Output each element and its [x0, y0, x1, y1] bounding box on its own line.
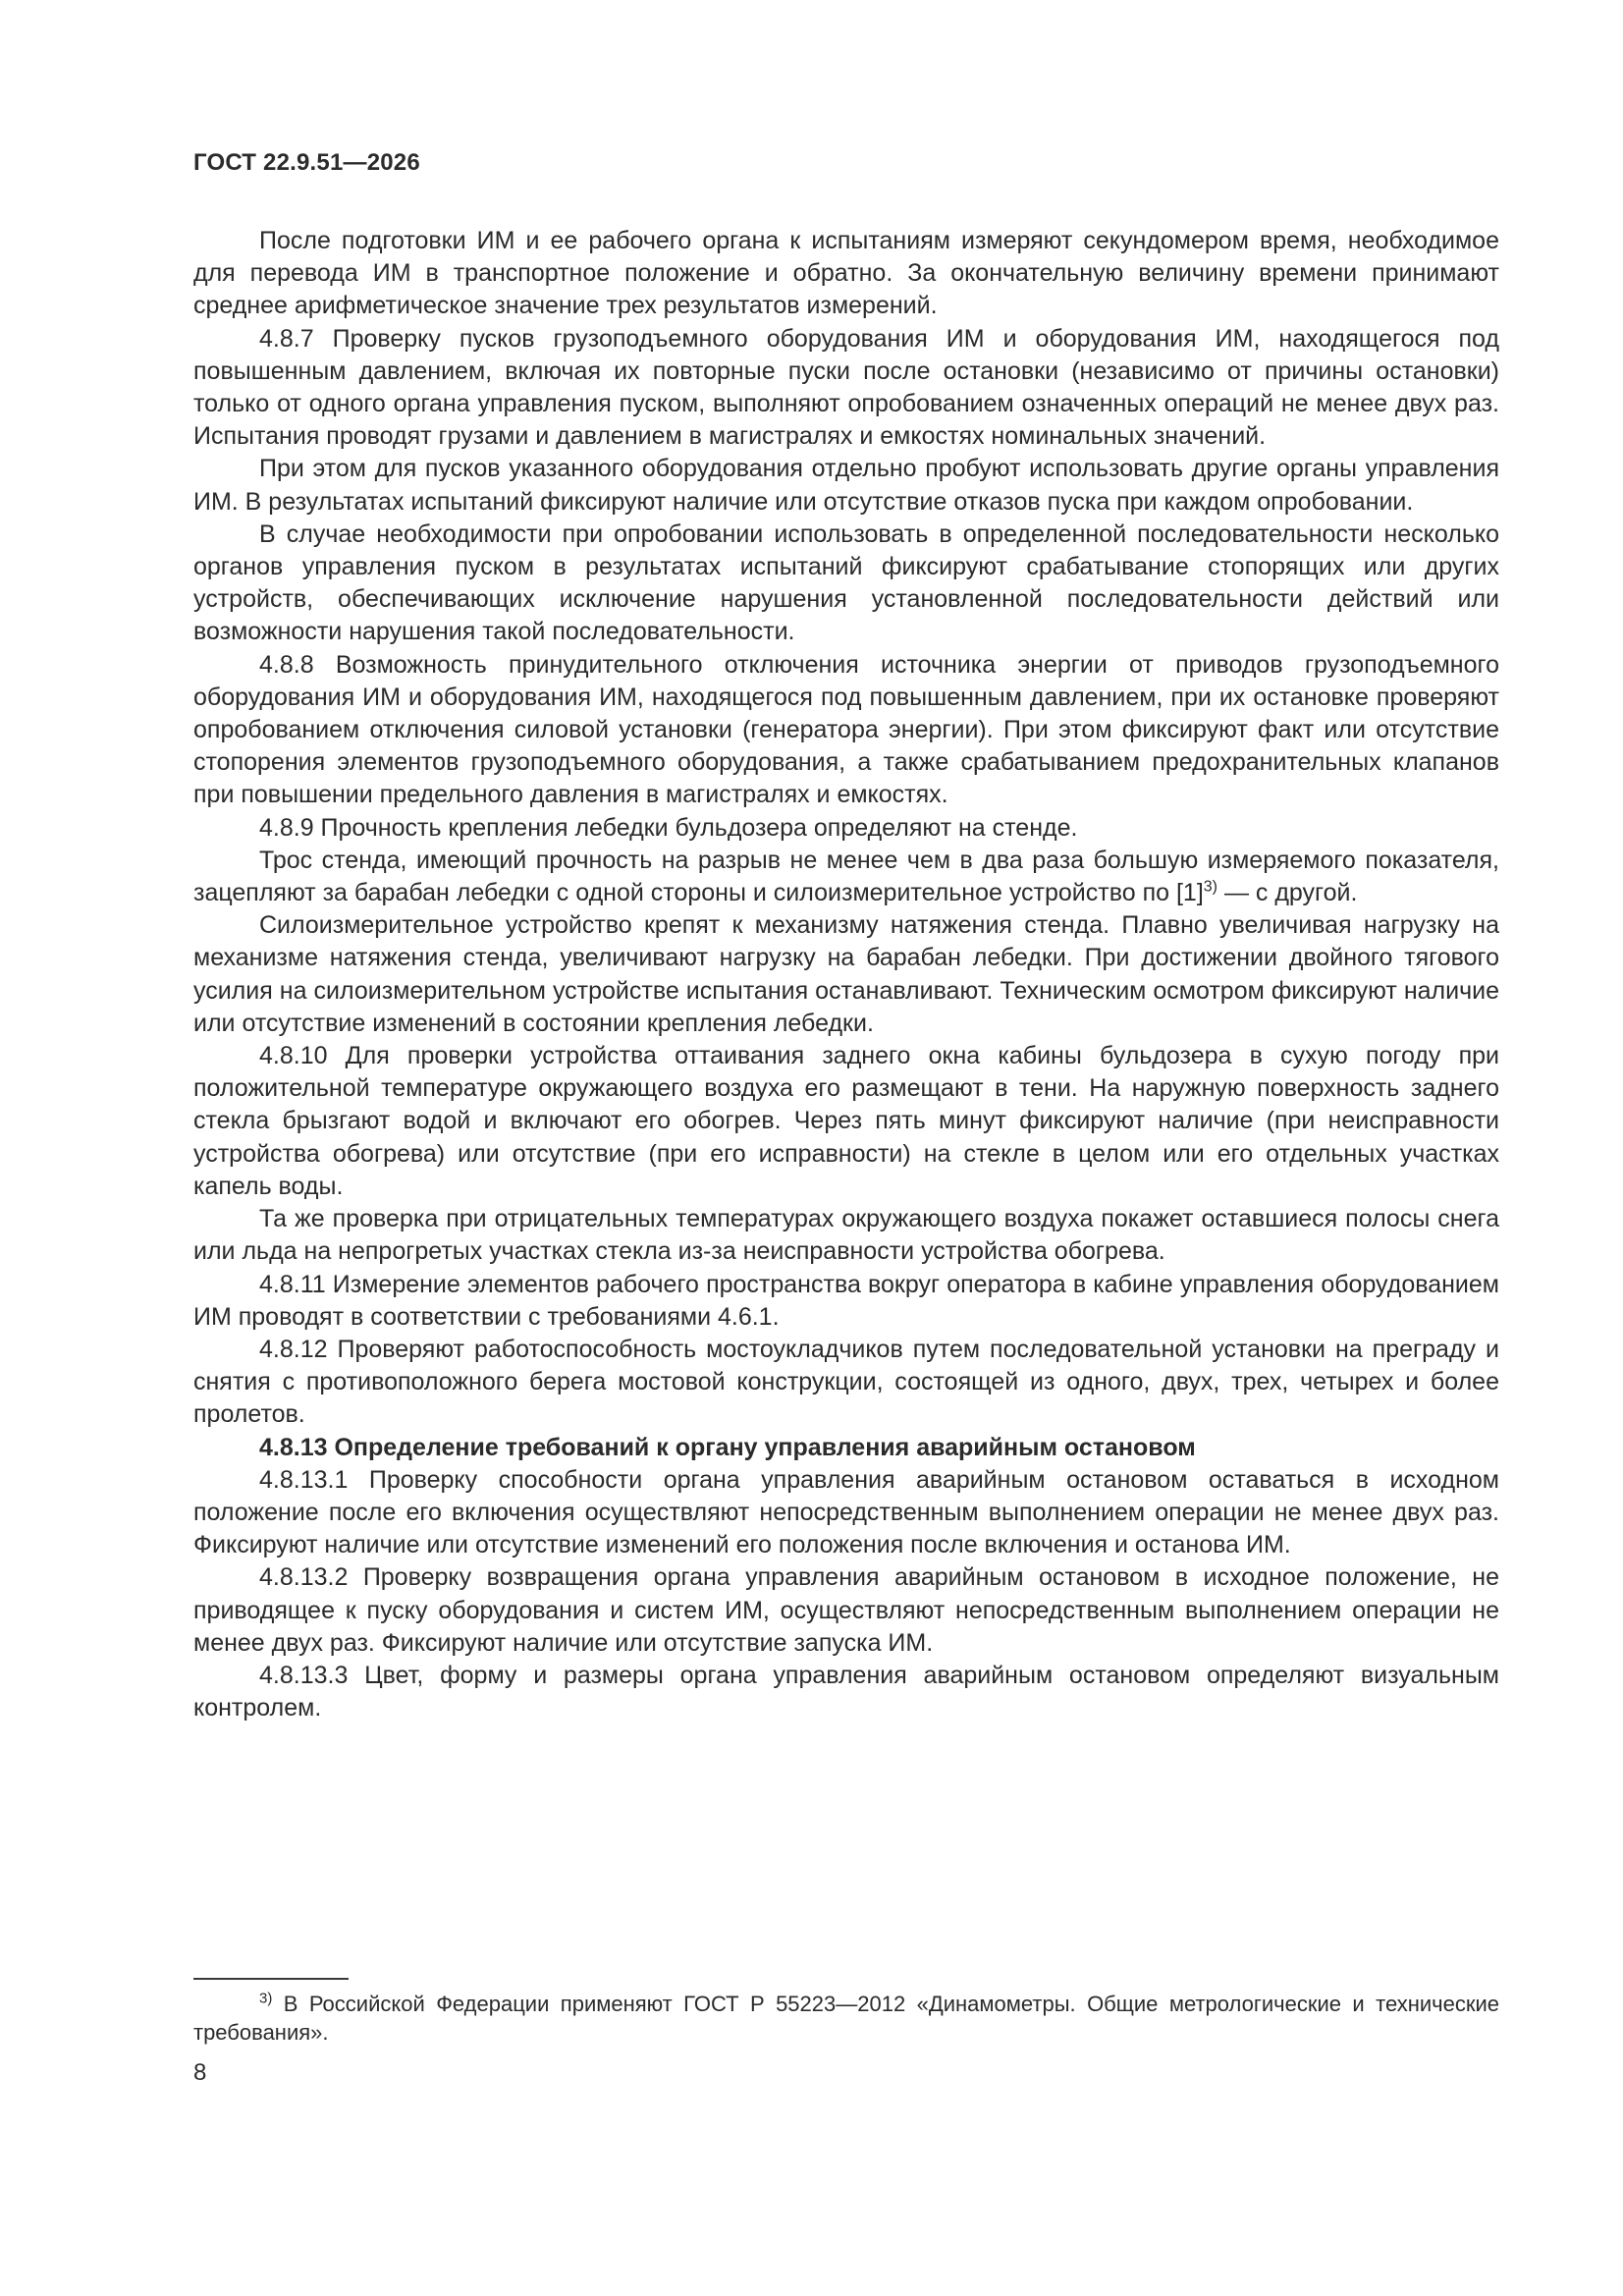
document-header-code: ГОСТ 22.9.51—2026	[193, 149, 420, 176]
body-text	[193, 225, 1499, 1724]
section-heading-4-8-13: 4.8.13 Определение требований к органу управления аварийным остановом	[259, 1433, 1196, 1461]
paragraph-with-footnote-ref	[193, 845, 1499, 909]
paragraph-4-8-8: 4.8.8 Возможность принудительного отключения источника энергии от приводов грузоподъемного оборудования ИМ и оборудования ИМ, находящегося под повышенным давлением, при их остановке проверяют опробованием отключения силовой установки (генератора энергии). При этом фиксируют факт или отсутствие стопорения элементов грузоподъемного оборудования, а также срабатыванием предохранительных клапанов при повышении предельного давления в магистралях и емкостях.	[193, 650, 1499, 809]
footnote-reference: 3)	[1203, 878, 1217, 896]
footnote-marker: 3)	[259, 1990, 273, 2007]
paragraph-4-8-11: 4.8.11 Измерение элементов рабочего пространства вокруг оператора в кабине управления оборудованием ИМ проводят в соответствии с требованиями 4.6.1.	[193, 1270, 1499, 1331]
paragraph-4-8-7: 4.8.7 Проверку пусков грузоподъемного оборудования ИМ и оборудования ИМ, находящегося под повышенным давлением, включая их повторные пуски после остановки (независимо от причины остановки) только от одного органа управления пуском, выполняют опробованием означенных операций не менее двух раз. Испытания проводят грузами и давлением в магистралях и емкостях номинальных значений.	[193, 324, 1499, 451]
paragraph: После подготовки ИМ и ее рабочего органа к испытаниям измеряют секундомером время, необходимое для перевода ИМ в транспортное положение и обратно. За окончательную величину времени принимают среднее арифметическое значение трех результатов измерений.	[193, 227, 1499, 320]
paragraph-tail: — с другой.	[1217, 879, 1358, 907]
paragraph-text: Трос стенда, имеющий прочность на разрыв не менее чем в два раза большую измеряемого показателя, зацепляют за барабан лебедки с одной стороны и силоизмерительное устройство по [1]	[193, 846, 1499, 907]
footnote	[193, 1990, 1499, 2047]
paragraph-4-8-13-2: 4.8.13.2 Проверку возвращения органа управления аварийным остановом в исходное положение, не приводящее к пуску оборудования и систем ИМ, осуществляют непосредственным выполнением операции не менее двух раз. Фиксируют наличие или отсутствие запуска ИМ.	[193, 1563, 1499, 1657]
paragraph-4-8-13-3: 4.8.13.3 Цвет, форму и размеры органа управления аварийным остановом определяют визуальным контролем.	[193, 1661, 1499, 1722]
paragraph: Силоизмерительное устройство крепят к механизму натяжения стенда. Плавно увеличивая нагрузку на механизме натяжения стенда, увеличивают нагрузку на барабан лебедки. При достижении двойного тягового усилия на силоизмерительном устройстве испытания останавливают. Техническим осмотром фиксируют наличие или отсутствие изменений в состоянии крепления лебедки.	[193, 911, 1499, 1037]
paragraph-4-8-13-1: 4.8.13.1 Проверку способности органа управления аварийным остановом оставаться в исходном положение после его включения осуществляют непосредственным выполнением операции не менее двух раз. Фиксируют наличие или отсутствие изменений его положения после включения и останова ИМ.	[193, 1465, 1499, 1559]
paragraph-4-8-10: 4.8.10 Для проверки устройства оттаивания заднего окна кабины бульдозера в сухую погоду при положительной температуре окружающего воздуха его размещают в тени. На наружную поверхность заднего стекла брызгают водой и включают его обогрев. Через пять минут фиксируют наличие (при неисправности устройства обогрева) или отсутствие (при его исправности) на стекле в целом или его отдельных участках капель воды.	[193, 1042, 1499, 1200]
footnote-text: В Российской Федерации применяют ГОСТ Р 55223—2012 «Динамометры. Общие метрологические и технические требования».	[193, 1992, 1499, 2045]
paragraph-4-8-12: 4.8.12 Проверяют работоспособность мостоукладчиков путем последовательной установки на преграду и снятия с противоположного берега мостовой конструкции, состоящей из одного, двух, трех, четырех и более пролетов.	[193, 1335, 1499, 1429]
page-number: 8	[193, 2059, 207, 2086]
paragraph: При этом для пусков указанного оборудования отдельно пробуют использовать другие органы управления ИМ. В результатах испытаний фиксируют наличие или отсутствие отказов пуска при каждом опробовании.	[193, 455, 1499, 516]
footnote-divider	[193, 1978, 349, 1980]
paragraph: Та же проверка при отрицательных температурах окружающего воздуха покажет оставшиеся полосы снега или льда на непрогретых участках стекла из-за неисправности устройства обогрева.	[193, 1205, 1499, 1266]
paragraph-4-8-9: 4.8.9 Прочность крепления лебедки бульдозера определяют на стенде.	[259, 813, 1078, 842]
paragraph: В случае необходимости при опробовании использовать в определенной последовательности несколько органов управления пуском в результатах испытаний фиксируют срабатывание стопорящих или других устройств, обеспечивающих исключение нарушения установленной последовательности действий или возможности нарушения такой последовательности.	[193, 519, 1499, 646]
